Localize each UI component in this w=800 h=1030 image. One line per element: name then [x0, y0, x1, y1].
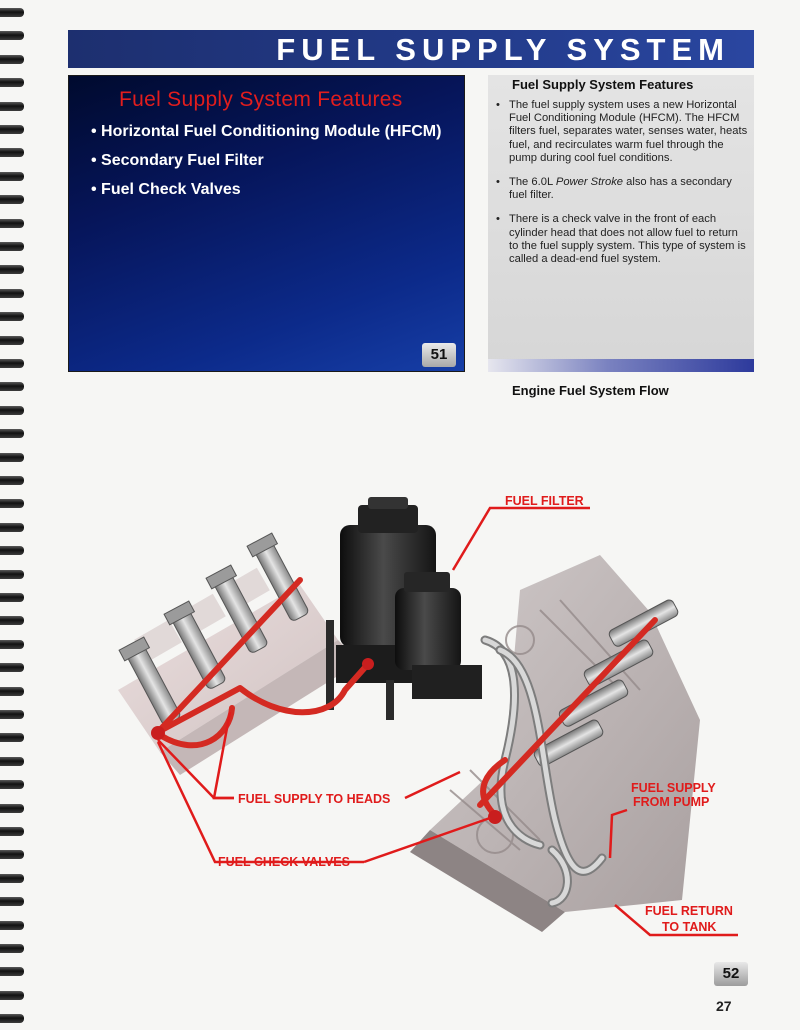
label-fuel-return: FUEL RETURN	[645, 904, 733, 918]
label-to-tank: TO TANK	[662, 920, 717, 934]
title-banner	[68, 30, 754, 68]
binding-ring	[0, 733, 24, 742]
label-fuel-check-valves: FUEL CHECK VALVES	[218, 855, 350, 869]
binding-ring	[0, 921, 24, 930]
binding-ring	[0, 195, 24, 204]
binding-ring	[0, 593, 24, 602]
engine-fuel-system-illustration	[110, 480, 770, 950]
label-from-pump: FROM PUMP	[633, 795, 710, 809]
binding-ring	[0, 546, 24, 555]
binding-ring	[0, 897, 24, 906]
binding-ring	[0, 570, 24, 579]
binding-ring	[0, 827, 24, 836]
binding-ring	[0, 616, 24, 625]
binding-ring	[0, 219, 24, 228]
binding-ring	[0, 429, 24, 438]
binding-ring	[0, 148, 24, 157]
binding-ring	[0, 242, 24, 251]
slide-number-badge: 51	[422, 343, 456, 367]
slide-bullet: • Secondary Fuel Filter	[91, 152, 264, 169]
binding-ring	[0, 757, 24, 766]
notes-gradient-strip	[488, 359, 754, 372]
binding-ring	[0, 687, 24, 696]
binding-ring	[0, 850, 24, 859]
binding-ring	[0, 1014, 24, 1023]
notes-bullet-list	[496, 99, 748, 277]
binding-ring	[0, 453, 24, 462]
figure-caption: Engine Fuel System Flow	[512, 383, 669, 398]
slide-bullet-list	[91, 122, 451, 209]
binding-ring	[0, 8, 24, 17]
binding-ring	[0, 804, 24, 813]
binding-ring	[0, 663, 24, 672]
binding-ring	[0, 382, 24, 391]
label-fuel-filter: FUEL FILTER	[505, 494, 584, 508]
slide-title: Fuel Supply System Features	[119, 88, 403, 111]
notes-bullet: • The fuel supply system uses a new Horizontal Fuel Conditioning Module (HFCM). The HFCM filters fuel, separates water, senses water, heats fuel, and recirculates warm fuel through the pump during cool fuel conditions.	[496, 99, 748, 165]
page-number: 27	[716, 998, 732, 1014]
binding-ring	[0, 31, 24, 40]
binding-ring	[0, 312, 24, 321]
brand-name: Power Stroke	[555, 176, 624, 189]
notes-title: Fuel Supply System Features	[512, 77, 694, 92]
binding-ring	[0, 359, 24, 368]
binding-ring	[0, 640, 24, 649]
binding-ring	[0, 874, 24, 883]
label-fuel-supply: FUEL SUPPLY	[631, 781, 716, 795]
label-fuel-supply-to-heads: FUEL SUPPLY TO HEADS	[238, 792, 391, 806]
binding-ring	[0, 172, 24, 181]
notes-bullet	[496, 176, 748, 202]
notes-text: The 6.0L	[509, 176, 556, 189]
binding-ring	[0, 78, 24, 87]
binding-ring	[0, 55, 24, 64]
notes-text: also has a secondary fuel filter.	[509, 176, 732, 202]
binding-ring	[0, 499, 24, 508]
binding-ring	[0, 336, 24, 345]
binding-ring	[0, 710, 24, 719]
binding-ring	[0, 780, 24, 789]
binding-ring	[0, 125, 24, 134]
page-title: FUEL SUPPLY SYSTEM	[276, 32, 730, 67]
notes-bullet: • There is a check valve in the front of each cylinder head that does not allow fuel to return to the fuel supply system. This type of system is called a dead-end fuel system.	[496, 213, 748, 266]
figure-number-badge: 52	[714, 962, 748, 986]
binding-ring	[0, 944, 24, 953]
notes-panel	[488, 75, 754, 372]
slide-bullet: • Horizontal Fuel Conditioning Module (HFCM)	[91, 123, 442, 140]
binding-ring	[0, 967, 24, 976]
binding-ring	[0, 102, 24, 111]
binding-ring	[0, 265, 24, 274]
binding-ring	[0, 991, 24, 1000]
binding-ring	[0, 523, 24, 532]
slide-bullet: • Fuel Check Valves	[91, 181, 241, 198]
binding-ring	[0, 476, 24, 485]
binding-ring	[0, 289, 24, 298]
binding-ring	[0, 406, 24, 415]
slide-panel	[68, 75, 465, 372]
spiral-binding	[0, 0, 26, 1030]
